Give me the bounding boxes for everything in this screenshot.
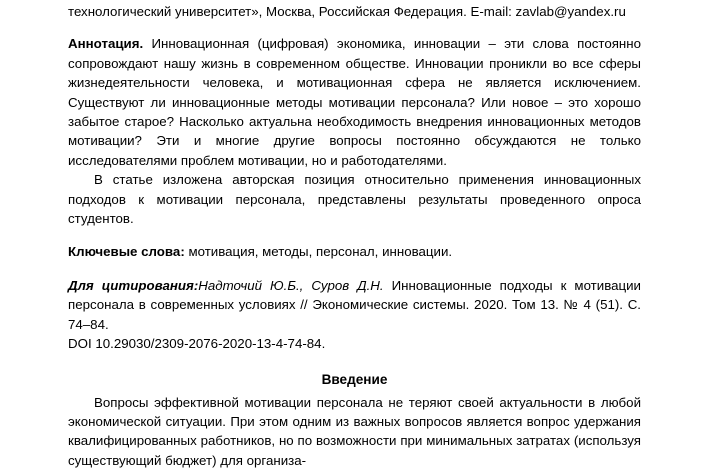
abstract-paragraph xyxy=(68,34,641,170)
citation-authors: Надточий Ю.Б., Суров Д.Н. xyxy=(198,278,383,293)
section-heading: Введение xyxy=(68,354,641,393)
keywords-text: мотивация, методы, персонал, инновации. xyxy=(185,244,452,259)
citation-text: Инновационные подходы к мотивации персонала в современных условиях // Экономические системы. 2020. Том 13. № 4 (51). С. 74–84. xyxy=(68,278,641,332)
section-body-paragraph: Вопросы эффективной мотивации персонала не теряют своей актуальности в любой экономической ситуации. При этом одним из важных вопросов является вопрос удержания квалифицированных работников, но по возможности при минимальных затратах (используя существующий бюджет) для организа- xyxy=(68,393,641,470)
affiliation-line: технологический университет», Москва, Российская Федерация. E-mail: zavlab@yandex.ru xyxy=(68,0,641,21)
citation-doi: DOI 10.29030/2309-2076-2020-13-4-74-84. xyxy=(68,334,641,353)
citation-label: Для цитирования: xyxy=(68,278,198,293)
keywords-label: Ключевые слова: xyxy=(68,244,185,259)
abstract-text: Инновационная (цифровая) экономика, инновации – эти слова постоянно сопровождают нашу жизнь в современном обществе. Инновации проникли во все сферы жизнедеятельности человека, и мотивационная сфера не является исключением. Существуют ли инновационные методы мотивации персонала? Или новое – это хорошо забытое старое? Насколько актуальна необходимость внедрения инновационных методов мотивации? Эти и многие другие вопросы постоянно обсуждаются не только исследователями проблем мотивации, но и работодателями. xyxy=(68,36,641,167)
keywords-paragraph xyxy=(68,242,641,261)
abstract-paragraph-2: В статье изложена авторская позиция относительно применения инновационных подходов к мотивации персонала, представлены результаты проведенного опроса студентов. xyxy=(68,170,641,228)
citation-paragraph xyxy=(68,276,641,334)
abstract-label: Аннотация. xyxy=(68,36,143,51)
